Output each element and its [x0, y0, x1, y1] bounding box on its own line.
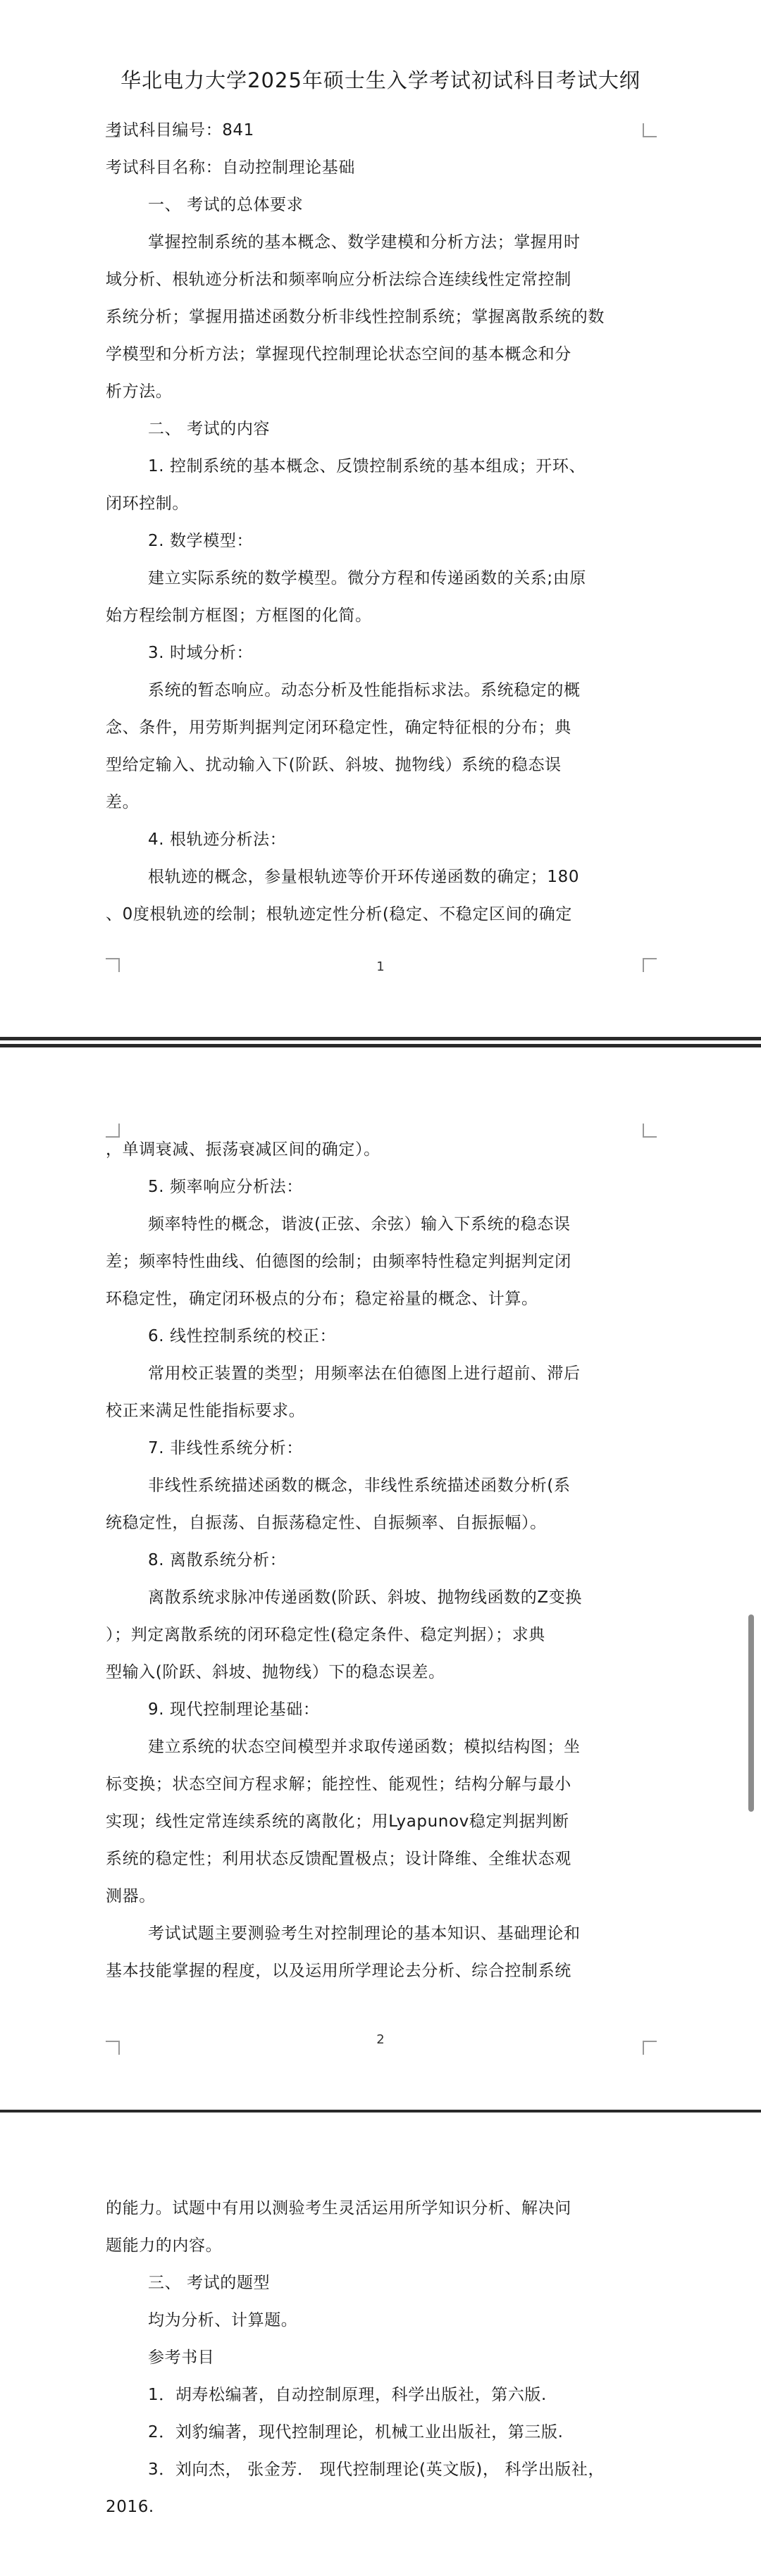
paragraph-line: 建立实际系统的数学模型。微分方程和传递函数的关系;由原	[148, 569, 586, 587]
paragraph-line: 始方程绘制方框图；方框图的化简。	[106, 606, 372, 625]
paragraph-line: 考试试题主要测验考生对控制理论的基本知识、基础理论和	[148, 1924, 581, 1943]
list-item-heading: 2. 数学模型：	[148, 532, 254, 550]
section-heading: 三、 考试的题型	[148, 2274, 271, 2292]
paragraph-line: 建立系统的状态空间模型并求取传递函数；模拟结构图；坐	[148, 1738, 581, 1756]
reference-item: 2016.	[106, 2498, 154, 2516]
paragraph-line: 均为分析、计算题。	[148, 2311, 298, 2329]
paragraph-line: 型给定输入、扰动输入下(阶跃、斜坡、抛物线）系统的稳态误	[106, 756, 562, 774]
paragraph-line: 念、条件，用劳斯判据判定闭环稳定性，确定特征根的分布；典	[106, 718, 571, 737]
paragraph-line: 实现；线性定常连续系统的离散化；用Lyapunov稳定判据判断	[106, 1812, 569, 1831]
paragraph-line: 域分析、根轨迹分析法和频率响应分析法综合连续线性定常控制	[106, 270, 571, 289]
list-item-heading: 1. 控制系统的基本概念、反馈控制系统的基本组成；开环、	[148, 457, 586, 475]
paragraph-line: 基本技能掌握的程度，以及运用所学理论去分析、综合控制系统	[106, 1962, 571, 1980]
page-number: 2	[376, 2032, 385, 2047]
paragraph-line: 型输入(阶跃、斜坡、抛物线）下的稳态误差。	[106, 1663, 445, 1681]
page-corner-mark	[106, 1124, 120, 1138]
document-page-1	[0, 0, 761, 1037]
list-item-heading: 5. 频率响应分析法：	[148, 1178, 303, 1196]
vertical-scrollbar[interactable]	[748, 1614, 754, 1812]
list-item-heading: 9. 现代控制理论基础：	[148, 1700, 320, 1719]
paragraph-line: 系统的稳定性；利用状态反馈配置极点；设计降维、全维状态观	[106, 1850, 571, 1868]
list-item-heading: 7. 非线性系统分析：	[148, 1439, 303, 1457]
document-title: 华北电力大学2025年硕士生入学考试初试科目考试大纲	[120, 68, 641, 92]
paragraph-line: 、0度根轨迹的绘制；根轨迹定性分析(稳定、不稳定区间的确定	[106, 905, 573, 923]
paragraph-line: ）；判定离散系统的闭环稳定性(稳定条件、稳定判据）；求典	[106, 1626, 545, 1644]
paragraph-line: 闭环控制。	[106, 494, 189, 513]
paragraph-line: 差；频率特性曲线、伯德图的绘制；由频率特性稳定判据判定闭	[106, 1252, 571, 1271]
reference-item: 1．胡寿松编著，自动控制原理，科学出版社，第六版.	[148, 2386, 547, 2404]
page-separator	[0, 1037, 761, 1040]
paragraph-line: 系统的暂态响应。动态分析及性能指标求法。系统稳定的概	[148, 681, 581, 699]
paragraph-line: 常用校正装置的类型；用频率法在伯德图上进行超前、滞后	[148, 1364, 581, 1383]
section-heading: 二、 考试的内容	[148, 420, 271, 438]
list-item-heading: 8. 离散系统分析：	[148, 1551, 287, 1569]
document-page-2	[0, 1047, 761, 2110]
paragraph-line: 标变换；状态空间方程求解；能控性、能观性；结构分解与最小	[106, 1775, 571, 1793]
list-item-heading: 4. 根轨迹分析法：	[148, 830, 287, 849]
exam-subject-code: 考试科目编号：841	[106, 121, 254, 139]
paragraph-line: 环稳定性，确定闭环极点的分布；稳定裕量的概念、计算。	[106, 1290, 538, 1308]
reference-item: 2．刘豹编著，现代控制理论，机械工业出版社，第三版.	[148, 2423, 564, 2441]
section-heading: 一、 考试的总体要求	[148, 196, 304, 214]
paragraph-line: ，单调衰减、振荡衰减区间的确定）。	[106, 1140, 380, 1159]
references-heading: 参考书目	[148, 2348, 215, 2367]
paragraph-line: 统稳定性，自振荡、自振荡稳定性、自振频率、自振振幅）。	[106, 1514, 547, 1532]
paragraph-line: 校正来满足性能指标要求。	[106, 1402, 306, 1420]
page-corner-mark	[643, 1124, 657, 1138]
paragraph-line: 系统分析；掌握用描述函数分析非线性控制系统；掌握离散系统的数	[106, 308, 605, 326]
paragraph-line: 析方法。	[106, 382, 173, 401]
paragraph-line: 学模型和分析方法；掌握现代控制理论状态空间的基本概念和分	[106, 345, 571, 363]
document-page-3	[0, 2113, 761, 2576]
paragraph-line: 离散系统求脉冲传递函数(阶跃、斜坡、抛物线函数的Z变换	[148, 1588, 582, 1607]
list-item-heading: 6. 线性控制系统的校正：	[148, 1327, 337, 1345]
paragraph-line: 的能力。试题中有用以测验考生灵活运用所学知识分析、解决问	[106, 2199, 571, 2217]
page-separator	[0, 2110, 761, 2113]
exam-subject-name: 考试科目名称：自动控制理论基础	[106, 158, 355, 177]
paragraph-line: 测器。	[106, 1887, 156, 1905]
page-number: 1	[376, 959, 385, 974]
paragraph-line: 非线性系统描述函数的概念，非线性系统描述函数分析(系	[148, 1476, 571, 1495]
reference-item: 3．刘向杰， 张金芳． 现代控制理论(英文版)， 科学出版社，	[148, 2460, 605, 2479]
list-item-heading: 3. 时域分析：	[148, 644, 254, 662]
paragraph-line: 掌握控制系统的基本概念、数学建模和分析方法；掌握用时	[148, 233, 581, 251]
paragraph-line: 差。	[106, 793, 140, 811]
paragraph-line: 根轨迹的概念，参量根轨迹等价开环传递函数的确定；180	[148, 868, 580, 886]
paragraph-line: 频率特性的概念，谐波(正弦、余弦）输入下系统的稳态误	[148, 1215, 571, 1233]
paragraph-line: 题能力的内容。	[106, 2236, 223, 2255]
